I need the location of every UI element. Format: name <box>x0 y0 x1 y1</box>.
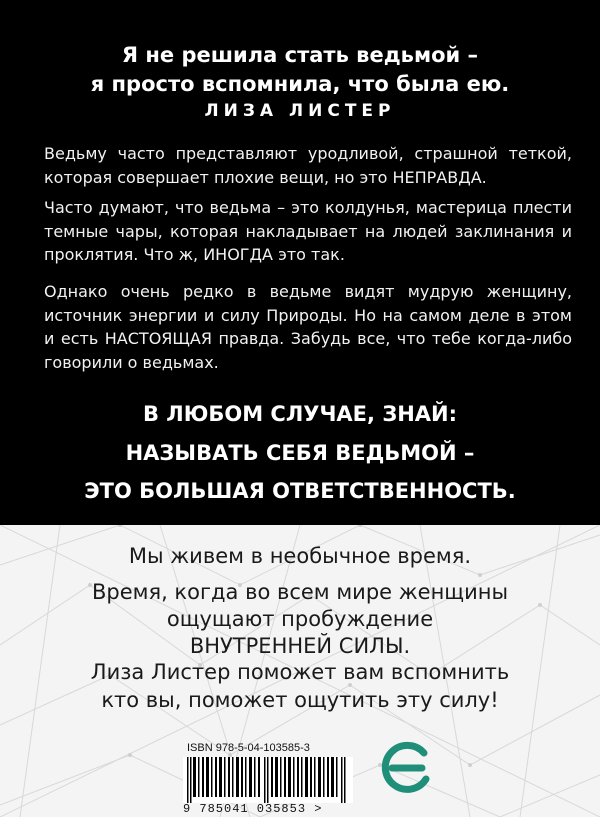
promo-line: Время, когда во всем мире женщины <box>91 580 509 604</box>
barcode-digits: 9 785041 035853 > <box>183 802 323 816</box>
promo-line: Мы живем в необычное время. <box>128 544 472 568</box>
publisher-logo-icon <box>378 739 436 797</box>
promo-line: ВНУТРЕННЕЙ СИЛЫ. <box>189 634 411 658</box>
bottom-section <box>0 525 600 817</box>
epigraph-author: ЛИЗА ЛИСТЕР <box>204 101 396 121</box>
isbn: ISBN 978-5-04-103585-3 <box>187 742 310 754</box>
barcode <box>183 757 353 803</box>
epigraph-line-1: Я не решила стать ведьмой – <box>121 43 479 67</box>
paragraph: Часто думают, что ведьма – это колдунья, мастерица плести темные чары, которая накладывает на людей заклинания и проклятия. Что ж, ИНОГДА это так. <box>44 198 572 264</box>
promo-line: кто вы, поможет ощутить эту силу! <box>101 688 499 712</box>
promo-line: Лиза Листер поможет вам вспомнить <box>90 660 510 684</box>
statement-line-2: НАЗЫВАТЬ СЕБЯ ВЕДЬМОЙ – <box>125 441 475 465</box>
paragraph: Ведьму часто представляют уродливой, страшной теткой, которая совершает плохие вещи, но это НЕПРАВДА. <box>44 144 572 187</box>
statement-line-1: В ЛЮБОМ СЛУЧАЕ, ЗНАЙ: <box>142 402 458 426</box>
paragraph: Однако очень редко в ведьме видят мудрую женщину, источник энергии и силу Природы. Но на самом деле в этом и есть НАСТОЯЩАЯ правда. Забудь все, что тебе когда-либо говорили о ведьмах. <box>44 282 572 372</box>
statement-line-3: ЭТО БОЛЬШАЯ ОТВЕТСТВЕННОСТЬ. <box>84 479 516 503</box>
epigraph-line-2: я просто вспомнила, что была ею. <box>90 72 510 96</box>
promo-line: ощущают пробуждение <box>166 607 434 631</box>
